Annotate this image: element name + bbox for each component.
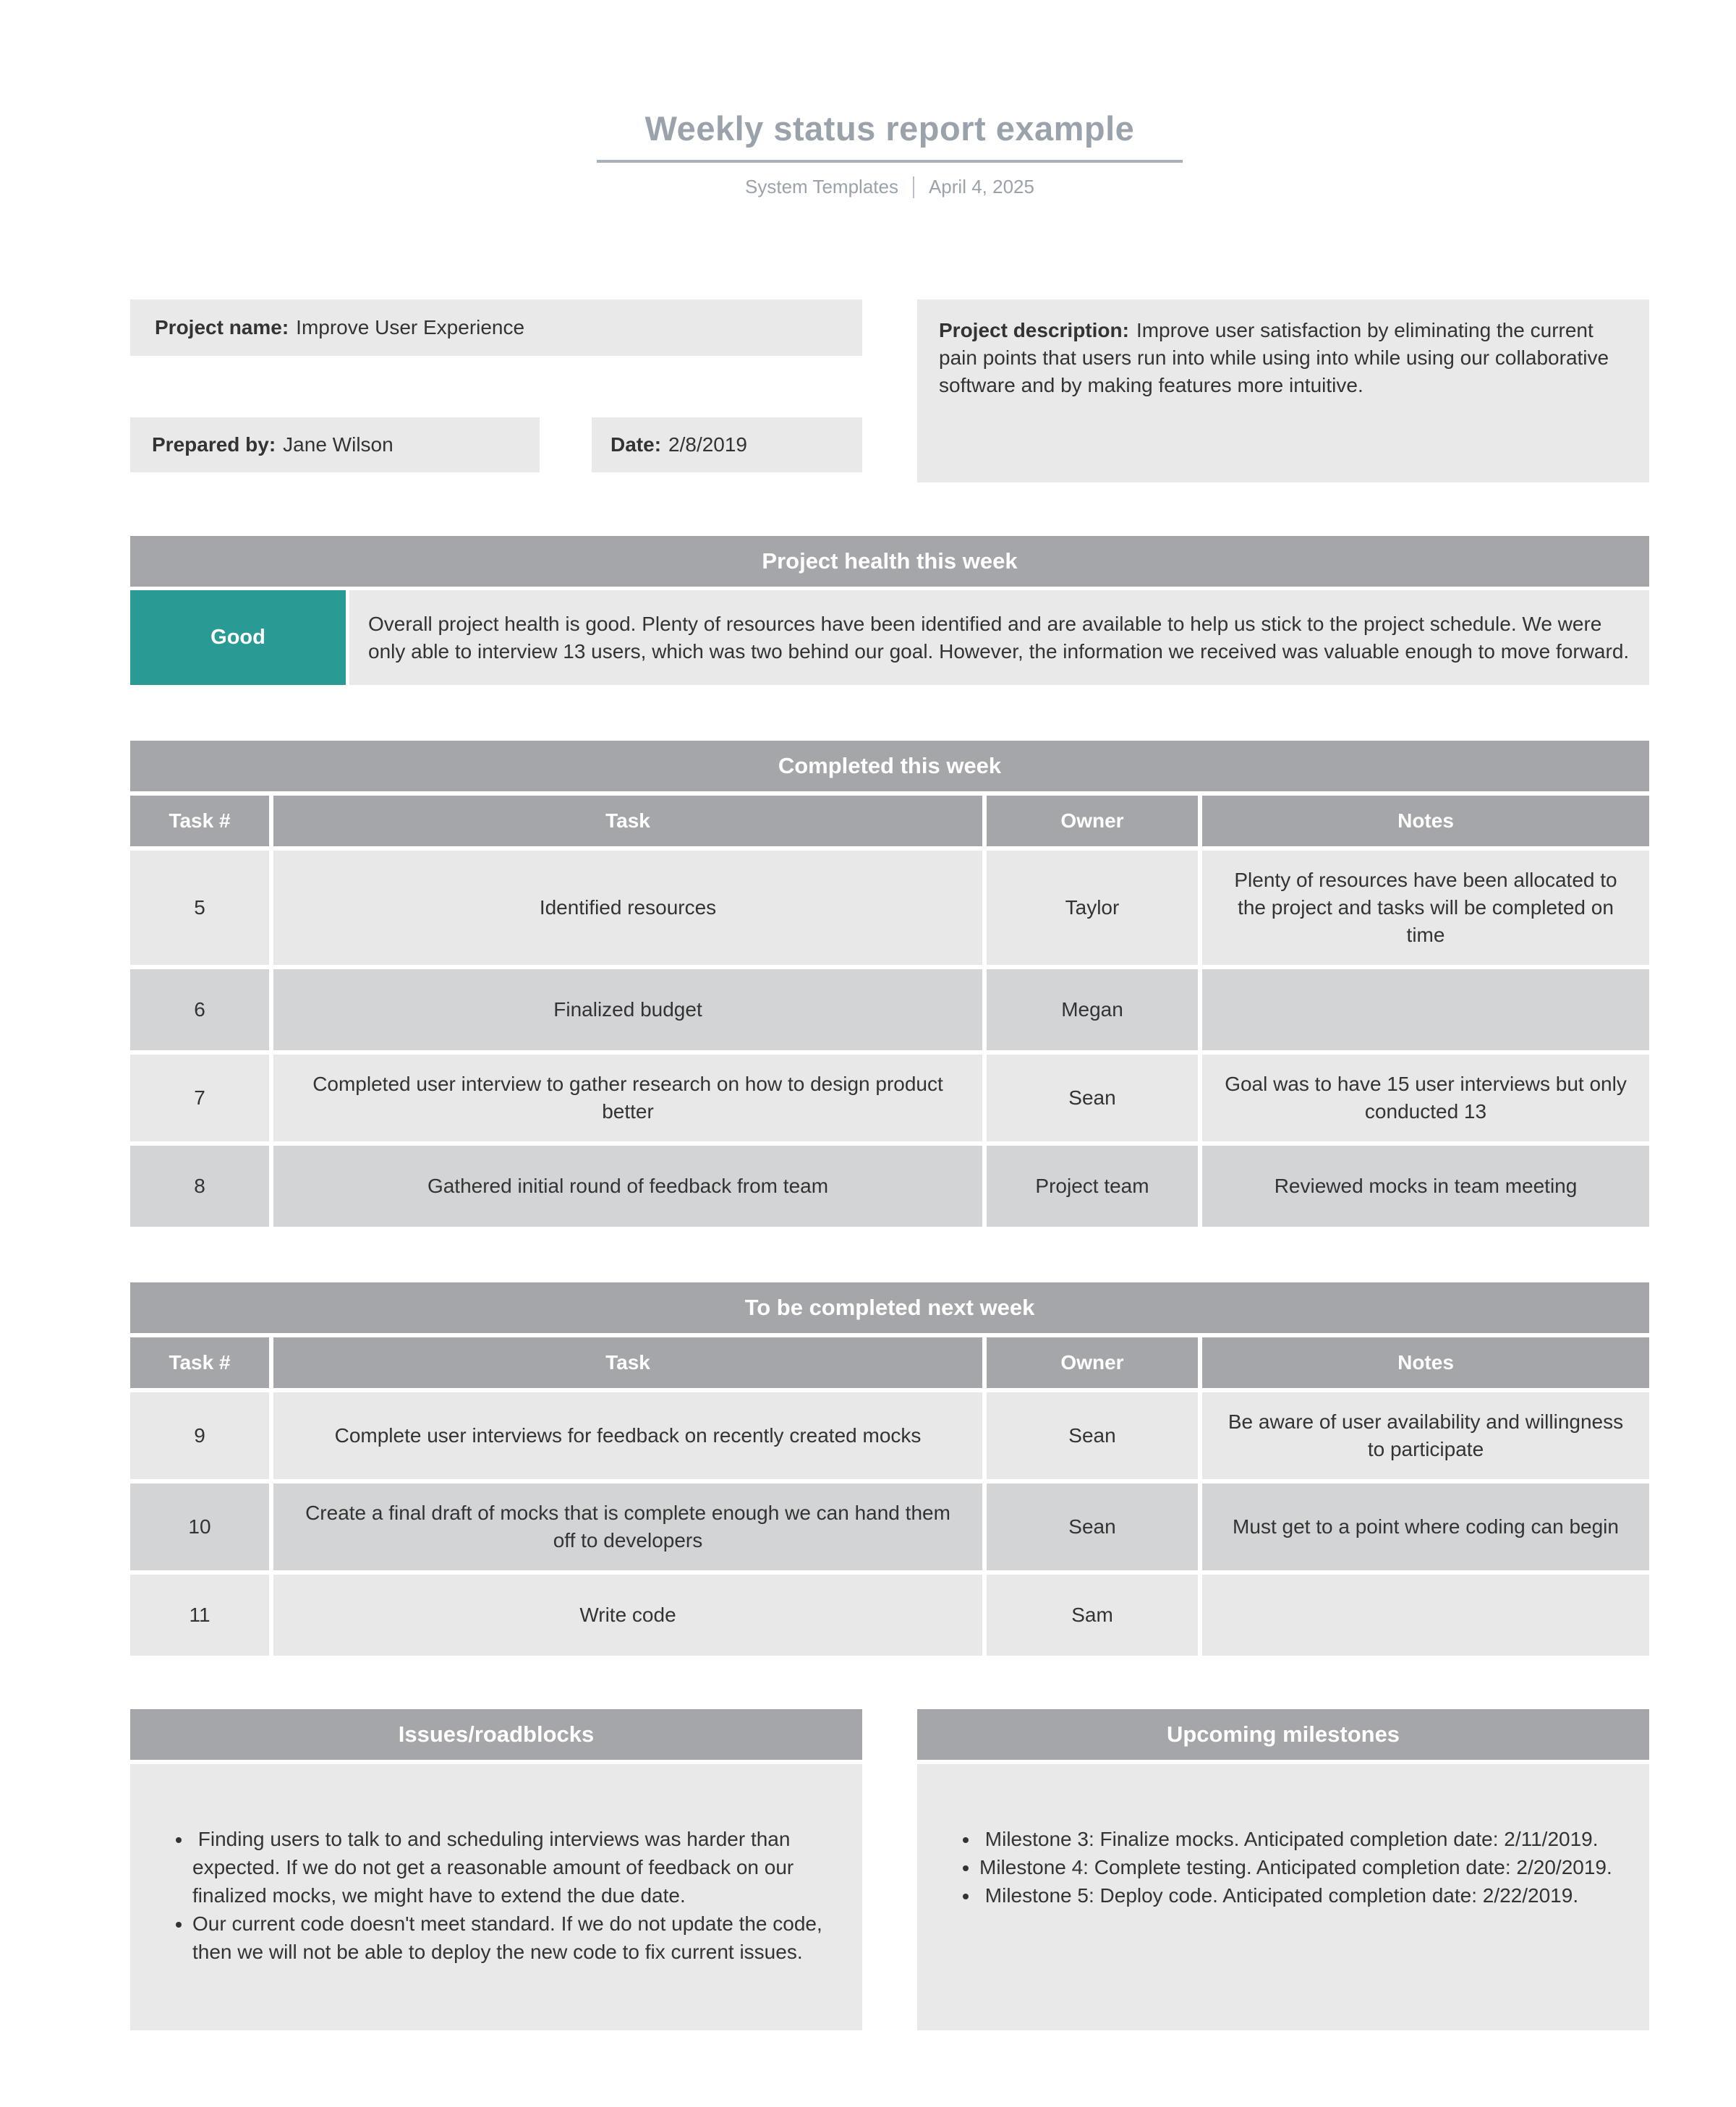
issue-item: • Our current code doesn't meet standard. If we do not update the code, then we will not be able to deploy the new code to fix current issues. [192, 1910, 830, 1966]
cell-notes: Reviewed mocks in team meeting [1202, 1146, 1649, 1227]
project-info-section [130, 299, 1649, 482]
cell-task-num: 9 [130, 1392, 269, 1479]
upcoming-table-header: To be completed next week [130, 1282, 1649, 1333]
report-page [130, 0, 1649, 2030]
cell-notes [1202, 969, 1649, 1050]
cell-task-num: 6 [130, 969, 269, 1050]
prepared-date-row [130, 417, 862, 472]
cell-owner: Project team [987, 1146, 1198, 1227]
completed-table [130, 741, 1649, 1227]
issues-section [130, 1709, 862, 2030]
byline-author: System Templates [745, 176, 898, 197]
issue-item: • Finding users to talk to and scheduling interviews was harder than expected. If we do not get a reasonable amount of feedback on our finalized mocks, we might have to extend the due date. [192, 1825, 830, 1910]
col-owner: Owner [987, 796, 1198, 846]
cell-owner: Sam [987, 1575, 1198, 1656]
col-task: Task [273, 1337, 982, 1388]
cell-owner: Sean [987, 1484, 1198, 1570]
cell-task: Identified resources [273, 851, 982, 965]
col-notes: Notes [1202, 796, 1649, 846]
cell-task-num: 7 [130, 1055, 269, 1141]
cell-task: Completed user interview to gather research on how to design product better [273, 1055, 982, 1141]
project-description-label: Project description: [939, 319, 1129, 341]
date-label: Date: [610, 433, 662, 456]
completed-table-header: Completed this week [130, 741, 1649, 791]
col-owner: Owner [987, 1337, 1198, 1388]
cell-task: Write code [273, 1575, 982, 1656]
milestones-header: Upcoming milestones [917, 1709, 1649, 1760]
cell-task: Complete user interviews for feedback on recently created mocks [273, 1392, 982, 1479]
cell-notes: Must get to a point where coding can begin [1202, 1484, 1649, 1570]
byline [130, 176, 1649, 198]
cell-task-num: 11 [130, 1575, 269, 1656]
page-title: Weekly status report example [644, 109, 1135, 148]
project-description-field [917, 299, 1649, 482]
col-task-num: Task # [130, 796, 269, 846]
prepared-by-field [130, 417, 540, 472]
col-task: Task [273, 796, 982, 846]
col-notes: Notes [1202, 1337, 1649, 1388]
milestone-item: • Milestone 5: Deploy code. Anticipated completion date: 2/22/2019. [979, 1881, 1617, 1910]
cell-task: Gathered initial round of feedback from team [273, 1146, 982, 1227]
project-health-section [130, 536, 1649, 685]
col-task-num: Task # [130, 1337, 269, 1388]
prepared-by-label: Prepared by: [152, 433, 276, 456]
project-name-value: Improve User Experience [296, 316, 525, 339]
prepared-by-value: Jane Wilson [283, 433, 393, 456]
project-name-field [130, 299, 862, 356]
milestones-box [917, 1764, 1649, 2030]
cell-notes: Plenty of resources have been allocated to the project and tasks will be completed on time [1202, 851, 1649, 965]
upcoming-table [130, 1282, 1649, 1656]
cell-notes [1202, 1575, 1649, 1656]
cell-task: Finalized budget [273, 969, 982, 1050]
bottom-section [130, 1709, 1649, 2030]
byline-date: April 4, 2025 [928, 176, 1034, 197]
milestones-list [949, 1825, 1617, 1910]
project-info-right [917, 299, 1649, 482]
project-description-value: Improve user satisfaction by eliminating the current pain points that users run into while using into while using our collaborative software and by making features more intuitive. [939, 319, 1609, 396]
cell-task-num: 5 [130, 851, 269, 965]
cell-task-num: 10 [130, 1484, 269, 1570]
report-header [130, 108, 1649, 198]
health-status-badge: Good [130, 590, 346, 685]
date-value: 2/8/2019 [668, 433, 748, 456]
cell-task: Create a final draft of mocks that is complete enough we can hand them off to developers [273, 1484, 982, 1570]
cell-owner: Megan [987, 969, 1198, 1050]
issues-list [162, 1825, 830, 1966]
health-summary: Overall project health is good. Plenty of resources have been identified and are available to help us stick to the project schedule. We were only able to interview 13 users, which was two behind our goal. However, the information we received was valuable enough to move forward. [349, 590, 1649, 685]
milestone-item: • Milestone 4: Complete testing. Anticipated completion date: 2/20/2019. [979, 1853, 1617, 1881]
issues-box [130, 1764, 862, 2030]
cell-task-num: 8 [130, 1146, 269, 1227]
cell-owner: Taylor [987, 851, 1198, 965]
cell-notes: Goal was to have 15 user interviews but only conducted 13 [1202, 1055, 1649, 1141]
cell-notes: Be aware of user availability and willingness to participate [1202, 1392, 1649, 1479]
milestone-item: • Milestone 3: Finalize mocks. Anticipated completion date: 2/11/2019. [979, 1825, 1617, 1853]
issues-header: Issues/roadblocks [130, 1709, 862, 1760]
project-info-left [130, 299, 862, 482]
milestones-section [917, 1709, 1649, 2030]
byline-divider [913, 176, 914, 198]
title-underline [597, 160, 1183, 163]
project-health-header: Project health this week [130, 536, 1649, 587]
project-health-row [130, 590, 1649, 685]
cell-owner: Sean [987, 1392, 1198, 1479]
date-field [592, 417, 862, 472]
project-name-label: Project name: [155, 316, 289, 339]
cell-owner: Sean [987, 1055, 1198, 1141]
